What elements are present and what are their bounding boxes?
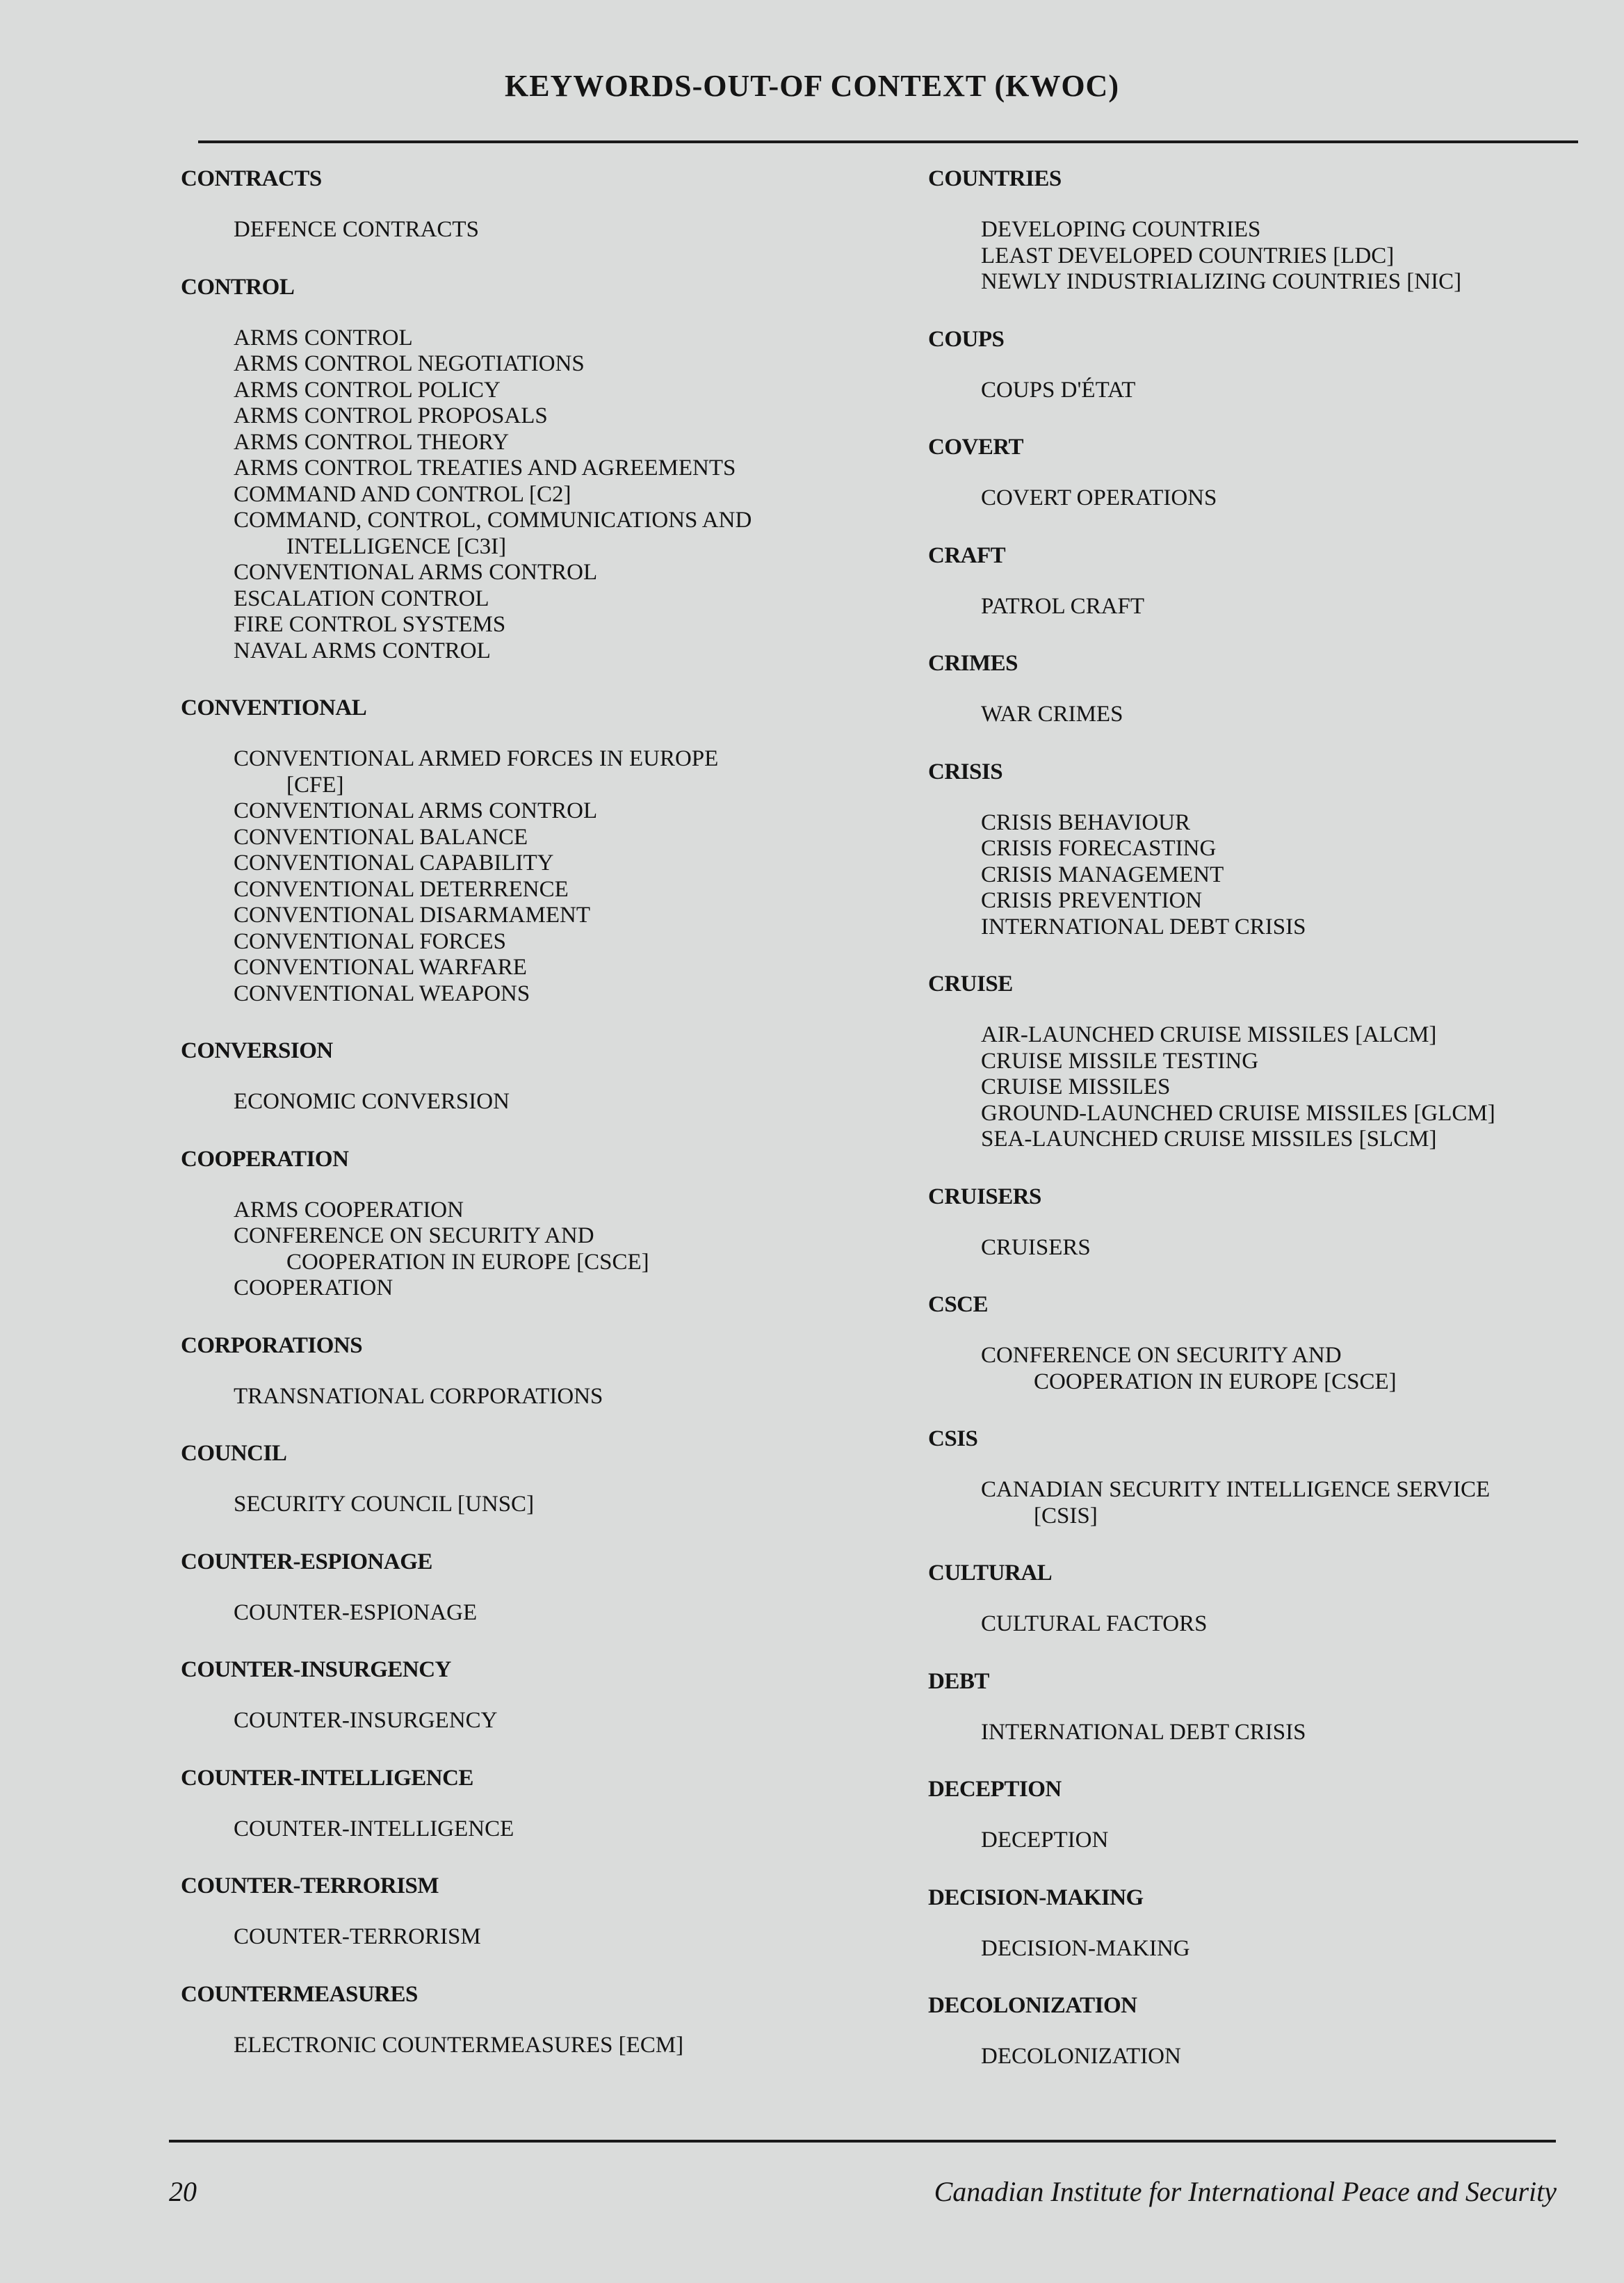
keyword-section	[928, 1885, 1582, 1962]
index-entry	[234, 1384, 911, 1410]
keyword-heading: CORPORATIONS	[181, 1332, 363, 1358]
keyword-section	[928, 1992, 1582, 2070]
keyword-section	[928, 434, 1582, 512]
entry-text: COUNTER-ESPIONAGE	[234, 1599, 478, 1625]
entry-text: DECISION-MAKING	[981, 1935, 1190, 1961]
index-entry	[234, 508, 911, 560]
entry-continuation: COOPERATION IN EUROPE [CSCE]	[286, 1249, 649, 1275]
page-title: KEYWORDS-OUT-OF CONTEXT (KWOC)	[504, 69, 1119, 103]
keyword-section	[181, 1146, 911, 1302]
keyword-heading: CONTROL	[181, 274, 295, 300]
index-entry	[981, 485, 1582, 512]
keyword-section	[928, 1291, 1582, 1395]
index-entry	[981, 862, 1582, 889]
entry-text: ARMS CONTROL TREATIES AND AGREEMENTS	[234, 455, 736, 481]
entry-text: INTERNATIONAL DEBT CRISIS	[981, 1719, 1306, 1745]
entry-continuation: [CFE]	[286, 772, 344, 798]
keyword-section	[181, 1440, 911, 1518]
index-entry	[234, 403, 911, 430]
keyword-section	[181, 166, 911, 243]
entry-text: CONVENTIONAL ARMS CONTROL	[234, 560, 598, 585]
keyword-heading: COUNTER-INSURGENCY	[181, 1657, 451, 1682]
bottom-rule	[169, 2140, 1556, 2143]
entry-text: GROUND-LAUNCHED CRUISE MISSILES [GLCM]	[981, 1100, 1495, 1126]
index-entry	[234, 877, 911, 903]
entry-text: CRISIS PREVENTION	[981, 888, 1203, 913]
entry-text: CONFERENCE ON SECURITY AND	[234, 1223, 594, 1248]
keyword-heading: CONTRACTS	[181, 166, 322, 191]
keyword-heading: CRIMES	[928, 651, 1018, 676]
entry-text: CRUISE MISSILE TESTING	[981, 1048, 1259, 1074]
keyword-section	[181, 1332, 911, 1410]
keyword-section	[928, 1184, 1582, 1261]
keyword-heading: CRUISERS	[928, 1184, 1041, 1209]
entry-text: CRISIS BEHAVIOUR	[981, 809, 1191, 835]
right-column	[928, 166, 1582, 2101]
keyword-section	[928, 650, 1582, 728]
entry-text: COUNTER-INTELLIGENCE	[234, 1816, 514, 1841]
index-entry	[234, 325, 911, 352]
entry-text: ECONOMIC CONVERSION	[234, 1089, 510, 1114]
top-rule	[198, 140, 1578, 143]
left-column	[181, 166, 911, 2089]
index-entry	[234, 798, 911, 825]
entry-text: NAVAL ARMS CONTROL	[234, 638, 491, 663]
entry-text: DECEPTION	[981, 1828, 1109, 1853]
entry-text: CONVENTIONAL ARMED FORCES IN EUROPE	[234, 746, 719, 771]
keyword-heading: CULTURAL	[928, 1560, 1053, 1586]
entry-text: COMMAND, CONTROL, COMMUNICATIONS AND	[234, 508, 752, 533]
index-entry	[981, 243, 1582, 270]
entry-text: CANADIAN SECURITY INTELLIGENCE SERVICE	[981, 1477, 1491, 1502]
index-entry	[981, 378, 1582, 404]
publisher-name: Canadian Institute for International Peace and Security	[934, 2176, 1557, 2207]
index-entry	[234, 981, 911, 1008]
index-entry	[981, 888, 1582, 914]
index-entry	[234, 825, 911, 851]
keyword-section	[181, 1981, 911, 2059]
keyword-heading: CONVERSION	[181, 1038, 333, 1063]
index-entry	[981, 1049, 1582, 1075]
index-entry	[234, 1275, 911, 1302]
keyword-heading: DEBT	[928, 1668, 989, 1694]
keyword-section	[928, 542, 1582, 620]
entry-text: SECURITY COUNCIL [UNSC]	[234, 1492, 535, 1517]
keyword-section	[181, 1038, 911, 1115]
keyword-section	[928, 971, 1582, 1153]
index-entry	[234, 482, 911, 508]
index-entry	[234, 850, 911, 877]
index-entry	[234, 929, 911, 955]
keyword-heading: COUNTERMEASURES	[181, 1981, 418, 2007]
keyword-heading: COUNCIL	[181, 1441, 287, 1466]
entry-text: LEAST DEVELOPED COUNTRIES [LDC]	[981, 243, 1395, 268]
entry-text: AIR-LAUNCHED CRUISE MISSILES [ALCM]	[981, 1022, 1437, 1047]
entry-text: COUNTER-INSURGENCY	[234, 1708, 498, 1733]
index-entry	[234, 455, 911, 482]
entry-text: INTERNATIONAL DEBT CRISIS	[981, 914, 1306, 939]
index-entry	[234, 430, 911, 456]
index-entry	[234, 746, 911, 798]
entry-text: CONVENTIONAL CAPABILITY	[234, 850, 554, 876]
index-entry	[234, 378, 911, 404]
index-entry	[981, 1022, 1582, 1049]
entry-text: CONFERENCE ON SECURITY AND	[981, 1343, 1342, 1368]
keyword-section	[181, 1656, 911, 1734]
entry-text: COVERT OPERATIONS	[981, 485, 1217, 510]
keyword-section	[181, 1873, 911, 1951]
index-entry	[234, 638, 911, 665]
entry-continuation: COOPERATION IN EUROPE [CSCE]	[1034, 1369, 1397, 1394]
entry-text: SEA-LAUNCHED CRUISE MISSILES [SLCM]	[981, 1127, 1437, 1152]
entry-text: ARMS CONTROL POLICY	[234, 377, 501, 403]
keyword-heading: COOPERATION	[181, 1146, 349, 1172]
keyword-heading: COUNTER-INTELLIGENCE	[181, 1765, 473, 1791]
index-entry	[981, 1127, 1582, 1153]
index-entry	[981, 1101, 1582, 1127]
entry-text: WAR CRIMES	[981, 702, 1123, 727]
keyword-section	[928, 326, 1582, 404]
keyword-heading: DECEPTION	[928, 1777, 1062, 1802]
index-entry	[981, 2044, 1582, 2070]
entry-text: CONVENTIONAL DETERRENCE	[234, 876, 569, 902]
keyword-heading: CONVENTIONAL	[181, 695, 367, 720]
index-entry	[981, 702, 1582, 728]
keyword-heading: CRAFT	[928, 542, 1006, 568]
entry-text: CRUISE MISSILES	[981, 1074, 1171, 1099]
entry-continuation: [CSIS]	[1034, 1503, 1098, 1528]
index-entry	[234, 955, 911, 981]
index-entry	[981, 1074, 1582, 1101]
entry-text: DEVELOPING COUNTRIES	[981, 217, 1261, 242]
keyword-section	[928, 759, 1582, 941]
entry-text: CULTURAL FACTORS	[981, 1611, 1208, 1636]
entry-text: DECOLONIZATION	[981, 2044, 1181, 2069]
index-entry	[981, 594, 1582, 620]
entry-text: CONVENTIONAL BALANCE	[234, 824, 528, 850]
index-entry	[234, 1492, 911, 1518]
entry-text: CRISIS MANAGEMENT	[981, 862, 1224, 887]
index-entry	[234, 1089, 911, 1115]
index-entry	[981, 217, 1582, 243]
entry-text: ARMS CONTROL THEORY	[234, 429, 510, 455]
index-entry	[981, 1720, 1582, 1746]
index-entry	[981, 1936, 1582, 1962]
entry-text: COMMAND AND CONTROL [C2]	[234, 481, 571, 507]
entry-text: COOPERATION	[234, 1275, 393, 1300]
entry-text: COUPS D'ÉTAT	[981, 377, 1136, 403]
entry-text: ELECTRONIC COUNTERMEASURES [ECM]	[234, 2032, 684, 2058]
entry-text: ESCALATION CONTROL	[234, 586, 489, 611]
entry-text: COUNTER-TERRORISM	[234, 1924, 481, 1949]
index-entry	[234, 1600, 911, 1627]
entry-text: FIRE CONTROL SYSTEMS	[234, 612, 506, 637]
index-entry	[234, 1924, 911, 1951]
entry-continuation: INTELLIGENCE [C3I]	[286, 533, 507, 559]
index-entry	[981, 1477, 1582, 1529]
page-number: 20	[169, 2176, 197, 2207]
entry-text: CONVENTIONAL DISARMAMENT	[234, 903, 590, 928]
entry-text: CONVENTIONAL WARFARE	[234, 955, 527, 980]
entry-text: CRUISERS	[981, 1234, 1091, 1260]
index-entry	[981, 836, 1582, 862]
index-entry	[234, 351, 911, 378]
keyword-section	[181, 274, 911, 665]
keyword-heading: COUPS	[928, 326, 1005, 352]
entry-text: NEWLY INDUSTRIALIZING COUNTRIES [NIC]	[981, 269, 1462, 294]
entry-text: ARMS CONTROL	[234, 325, 413, 350]
keyword-section	[181, 1765, 911, 1843]
keyword-heading: DECOLONIZATION	[928, 1993, 1137, 2018]
index-entry	[981, 810, 1582, 837]
entry-text: CONVENTIONAL WEAPONS	[234, 981, 530, 1006]
keyword-heading: CSCE	[928, 1292, 989, 1317]
index-entry	[981, 1828, 1582, 1854]
index-entry	[981, 1235, 1582, 1261]
entry-text: ARMS CONTROL NEGOTIATIONS	[234, 351, 585, 376]
index-entry	[981, 269, 1582, 296]
index-entry	[234, 217, 911, 243]
index-entry	[234, 1708, 911, 1734]
keyword-heading: COUNTER-TERRORISM	[181, 1873, 439, 1898]
entry-text: DEFENCE CONTRACTS	[234, 217, 479, 242]
index-entry	[234, 1197, 911, 1224]
keyword-heading: COUNTRIES	[928, 166, 1062, 191]
keyword-heading: COUNTER-ESPIONAGE	[181, 1549, 432, 1574]
index-entry	[234, 1816, 911, 1843]
keyword-section	[928, 1668, 1582, 1746]
index-entry	[234, 1223, 911, 1275]
keyword-heading: DECISION-MAKING	[928, 1885, 1144, 1910]
keyword-heading: CRUISE	[928, 971, 1013, 997]
entry-text: PATROL CRAFT	[981, 593, 1145, 619]
index-entry	[981, 1611, 1582, 1638]
entry-text: ARMS CONTROL PROPOSALS	[234, 403, 548, 428]
entry-text: CONVENTIONAL ARMS CONTROL	[234, 798, 598, 823]
keyword-section	[928, 166, 1582, 296]
entry-text: CRISIS FORECASTING	[981, 836, 1217, 861]
keyword-section	[181, 695, 911, 1007]
keyword-heading: CRISIS	[928, 759, 1003, 784]
keyword-section	[928, 1426, 1582, 1529]
index-entry	[234, 560, 911, 586]
index-entry	[234, 612, 911, 638]
index-entry	[981, 914, 1582, 941]
index-entry	[981, 1343, 1582, 1395]
keyword-section	[928, 1560, 1582, 1638]
entry-text: ARMS COOPERATION	[234, 1197, 464, 1223]
entry-text: CONVENTIONAL FORCES	[234, 928, 507, 954]
entry-text: TRANSNATIONAL CORPORATIONS	[234, 1383, 603, 1409]
index-entry	[234, 586, 911, 613]
index-entry	[234, 903, 911, 929]
keyword-section	[181, 1549, 911, 1627]
keyword-section	[928, 1776, 1582, 1854]
index-entry	[234, 2033, 911, 2059]
keyword-heading: CSIS	[928, 1426, 978, 1451]
keyword-heading: COVERT	[928, 435, 1024, 460]
